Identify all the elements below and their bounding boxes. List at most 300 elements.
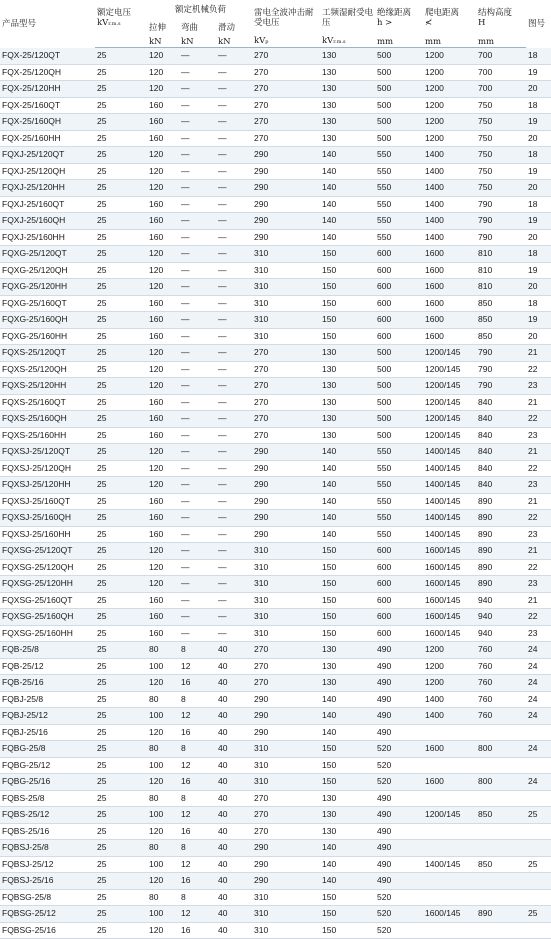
sliding-unit: kN xyxy=(216,36,252,48)
cell-voltage: 25 xyxy=(95,741,147,758)
cell-bending: — xyxy=(179,279,216,296)
cell-tension: 120 xyxy=(147,180,179,197)
cell-insulation: 600 xyxy=(375,592,423,609)
cell-height: 790 xyxy=(476,196,526,213)
cell-creepage: 1600/145 xyxy=(423,906,476,923)
cell-impulse: 270 xyxy=(252,81,320,98)
cell-height: 810 xyxy=(476,279,526,296)
cell-tension: 120 xyxy=(147,460,179,477)
cell-creepage xyxy=(423,790,476,807)
table-row xyxy=(0,295,551,312)
cell-sliding: — xyxy=(216,130,252,147)
cell-sliding: — xyxy=(216,559,252,576)
cell-sliding: 40 xyxy=(216,741,252,758)
table-row xyxy=(0,477,551,494)
cell-product: FQXSG-25/160HH xyxy=(0,625,95,642)
cell-voltage: 25 xyxy=(95,922,147,939)
cell-insulation: 600 xyxy=(375,543,423,560)
cell-tension: 120 xyxy=(147,246,179,263)
cell-bending: — xyxy=(179,262,216,279)
cell-tension: 120 xyxy=(147,675,179,692)
cell-height: 840 xyxy=(476,394,526,411)
table-row xyxy=(0,625,551,642)
table-row xyxy=(0,823,551,840)
cell-product: FQBSJ-25/16 xyxy=(0,873,95,890)
table-row xyxy=(0,378,551,395)
cell-sliding: 40 xyxy=(216,757,252,774)
cell-height: 890 xyxy=(476,543,526,560)
cell-sliding: — xyxy=(216,427,252,444)
cell-figure: 18 xyxy=(526,147,551,164)
cell-height: 760 xyxy=(476,675,526,692)
table-row xyxy=(0,114,551,131)
cell-creepage: 1400 xyxy=(423,691,476,708)
cell-impulse: 290 xyxy=(252,196,320,213)
cell-power-freq: 140 xyxy=(320,691,375,708)
cell-figure: 21 xyxy=(526,493,551,510)
cell-bending: — xyxy=(179,477,216,494)
cell-height xyxy=(476,840,526,857)
cell-voltage: 25 xyxy=(95,229,147,246)
cell-insulation: 550 xyxy=(375,477,423,494)
cell-sliding: — xyxy=(216,147,252,164)
col-creepage: 爬电距离 ≮ xyxy=(425,8,460,28)
cell-tension: 120 xyxy=(147,823,179,840)
cell-product: FQBJ-25/16 xyxy=(0,724,95,741)
cell-height: 750 xyxy=(476,130,526,147)
cell-tension: 120 xyxy=(147,543,179,560)
cell-power-freq: 130 xyxy=(320,411,375,428)
cell-product: FQBG-25/16 xyxy=(0,774,95,791)
table-row xyxy=(0,592,551,609)
cell-creepage: 1600 xyxy=(423,246,476,263)
cell-voltage: 25 xyxy=(95,345,147,362)
cell-height: 750 xyxy=(476,97,526,114)
cell-figure xyxy=(526,724,551,741)
cell-figure: 22 xyxy=(526,411,551,428)
cell-creepage: 1400 xyxy=(423,163,476,180)
cell-bending: — xyxy=(179,526,216,543)
cell-product: FQXG-25/120QT xyxy=(0,246,95,263)
cell-sliding: — xyxy=(216,48,252,65)
cell-power-freq: 150 xyxy=(320,741,375,758)
cell-power-freq: 150 xyxy=(320,625,375,642)
cell-creepage: 1600 xyxy=(423,741,476,758)
cell-insulation: 490 xyxy=(375,658,423,675)
cell-bending: 12 xyxy=(179,708,216,725)
cell-tension: 160 xyxy=(147,196,179,213)
cell-tension: 160 xyxy=(147,526,179,543)
bending-unit: kN xyxy=(179,36,216,48)
cell-insulation: 550 xyxy=(375,460,423,477)
cell-tension: 160 xyxy=(147,592,179,609)
power-freq-unit: kVr.m.s xyxy=(320,36,375,48)
cell-product: FQBSG-25/12 xyxy=(0,906,95,923)
cell-bending: — xyxy=(179,427,216,444)
cell-product: FQXS-25/120HH xyxy=(0,378,95,395)
table-row xyxy=(0,180,551,197)
insulation-unit: mm xyxy=(375,36,423,48)
cell-voltage: 25 xyxy=(95,642,147,659)
table-row xyxy=(0,345,551,362)
cell-insulation: 550 xyxy=(375,180,423,197)
table-row xyxy=(0,312,551,329)
table-row xyxy=(0,790,551,807)
cell-power-freq: 130 xyxy=(320,361,375,378)
table-row xyxy=(0,658,551,675)
cell-creepage: 1200/145 xyxy=(423,411,476,428)
cell-product: FQXS-25/160QH xyxy=(0,411,95,428)
cell-creepage: 1600 xyxy=(423,774,476,791)
cell-creepage: 1400 xyxy=(423,180,476,197)
table-row xyxy=(0,81,551,98)
cell-tension: 160 xyxy=(147,213,179,230)
cell-insulation: 600 xyxy=(375,576,423,593)
cell-creepage: 1200 xyxy=(423,642,476,659)
cell-product: FQXSJ-25/120HH xyxy=(0,477,95,494)
cell-height: 940 xyxy=(476,609,526,626)
cell-power-freq: 130 xyxy=(320,823,375,840)
cell-sliding: — xyxy=(216,163,252,180)
cell-sliding: — xyxy=(216,295,252,312)
cell-product: FQXS-25/120QH xyxy=(0,361,95,378)
cell-bending: — xyxy=(179,312,216,329)
cell-impulse: 290 xyxy=(252,147,320,164)
cell-figure: 22 xyxy=(526,609,551,626)
cell-power-freq: 150 xyxy=(320,889,375,906)
cell-product: FQX-25/120QH xyxy=(0,64,95,81)
cell-product: FQX-25/160QT xyxy=(0,97,95,114)
cell-figure: 23 xyxy=(526,427,551,444)
cell-power-freq: 130 xyxy=(320,64,375,81)
cell-figure: 22 xyxy=(526,361,551,378)
cell-insulation: 550 xyxy=(375,510,423,527)
cell-height: 850 xyxy=(476,295,526,312)
cell-creepage: 1200 xyxy=(423,130,476,147)
cell-sliding: 40 xyxy=(216,708,252,725)
cell-tension: 80 xyxy=(147,691,179,708)
cell-voltage: 25 xyxy=(95,592,147,609)
table-row xyxy=(0,807,551,824)
cell-height: 750 xyxy=(476,180,526,197)
table-row xyxy=(0,262,551,279)
cell-height xyxy=(476,790,526,807)
cell-height: 940 xyxy=(476,625,526,642)
cell-height: 760 xyxy=(476,642,526,659)
cell-product: FQB-25/16 xyxy=(0,675,95,692)
cell-insulation: 490 xyxy=(375,840,423,857)
cell-power-freq: 150 xyxy=(320,922,375,939)
cell-product: FQXS-25/160HH xyxy=(0,427,95,444)
cell-insulation: 500 xyxy=(375,361,423,378)
cell-product: FQX-25/160HH xyxy=(0,130,95,147)
cell-creepage xyxy=(423,873,476,890)
cell-impulse: 290 xyxy=(252,163,320,180)
cell-voltage: 25 xyxy=(95,543,147,560)
cell-voltage: 25 xyxy=(95,147,147,164)
cell-bending: — xyxy=(179,411,216,428)
cell-power-freq: 150 xyxy=(320,559,375,576)
cell-figure: 20 xyxy=(526,130,551,147)
table-row xyxy=(0,279,551,296)
col-sliding: 滑动 xyxy=(218,23,236,33)
cell-insulation: 600 xyxy=(375,312,423,329)
cell-impulse: 310 xyxy=(252,922,320,939)
cell-bending: — xyxy=(179,345,216,362)
cell-figure: 19 xyxy=(526,213,551,230)
cell-bending: — xyxy=(179,394,216,411)
cell-height: 890 xyxy=(476,493,526,510)
cell-product: FQXG-25/160QH xyxy=(0,312,95,329)
cell-impulse: 290 xyxy=(252,840,320,857)
cell-height: 750 xyxy=(476,163,526,180)
cell-voltage: 25 xyxy=(95,394,147,411)
cell-height: 840 xyxy=(476,460,526,477)
cell-insulation: 500 xyxy=(375,64,423,81)
cell-impulse: 290 xyxy=(252,460,320,477)
cell-power-freq: 150 xyxy=(320,262,375,279)
cell-figure: 20 xyxy=(526,180,551,197)
cell-voltage: 25 xyxy=(95,411,147,428)
cell-product: FQBS-25/12 xyxy=(0,807,95,824)
cell-bending: 8 xyxy=(179,642,216,659)
cell-product: FQX-25/120HH xyxy=(0,81,95,98)
cell-product: FQXJ-25/160QT xyxy=(0,196,95,213)
cell-bending: — xyxy=(179,163,216,180)
cell-sliding: — xyxy=(216,312,252,329)
cell-bending: 12 xyxy=(179,807,216,824)
cell-tension: 120 xyxy=(147,64,179,81)
cell-height: 700 xyxy=(476,64,526,81)
cell-bending: — xyxy=(179,625,216,642)
cell-power-freq: 150 xyxy=(320,592,375,609)
cell-bending: — xyxy=(179,295,216,312)
cell-height: 890 xyxy=(476,906,526,923)
cell-sliding: — xyxy=(216,411,252,428)
table-row xyxy=(0,576,551,593)
cell-product: FQXG-25/120QH xyxy=(0,262,95,279)
cell-product: FQXJ-25/120QT xyxy=(0,147,95,164)
cell-creepage: 1200/145 xyxy=(423,807,476,824)
cell-voltage: 25 xyxy=(95,262,147,279)
cell-insulation: 500 xyxy=(375,394,423,411)
table-row xyxy=(0,741,551,758)
table-row xyxy=(0,642,551,659)
cell-voltage: 25 xyxy=(95,163,147,180)
cell-sliding: — xyxy=(216,114,252,131)
cell-figure: 24 xyxy=(526,658,551,675)
cell-height: 890 xyxy=(476,559,526,576)
cell-bending: 12 xyxy=(179,658,216,675)
table-row xyxy=(0,229,551,246)
cell-impulse: 310 xyxy=(252,295,320,312)
cell-voltage: 25 xyxy=(95,279,147,296)
cell-voltage: 25 xyxy=(95,460,147,477)
cell-bending: — xyxy=(179,229,216,246)
cell-power-freq: 130 xyxy=(320,345,375,362)
cell-impulse: 310 xyxy=(252,889,320,906)
cell-power-freq: 130 xyxy=(320,675,375,692)
cell-tension: 160 xyxy=(147,411,179,428)
cell-figure: 24 xyxy=(526,741,551,758)
cell-power-freq: 130 xyxy=(320,658,375,675)
cell-tension: 120 xyxy=(147,279,179,296)
col-tension: 拉伸 xyxy=(149,23,167,33)
cell-insulation: 550 xyxy=(375,213,423,230)
cell-impulse: 310 xyxy=(252,757,320,774)
cell-impulse: 270 xyxy=(252,823,320,840)
cell-impulse: 310 xyxy=(252,592,320,609)
cell-figure: 24 xyxy=(526,642,551,659)
cell-figure: 21 xyxy=(526,543,551,560)
cell-figure: 19 xyxy=(526,114,551,131)
creepage-unit: mm xyxy=(423,36,476,48)
cell-figure: 20 xyxy=(526,229,551,246)
cell-voltage: 25 xyxy=(95,295,147,312)
cell-product: FQX-25/160QH xyxy=(0,114,95,131)
cell-sliding: 40 xyxy=(216,724,252,741)
cell-voltage: 25 xyxy=(95,724,147,741)
cell-impulse: 270 xyxy=(252,807,320,824)
cell-creepage xyxy=(423,840,476,857)
cell-impulse: 270 xyxy=(252,114,320,131)
cell-height: 750 xyxy=(476,147,526,164)
cell-tension: 120 xyxy=(147,873,179,890)
cell-bending: — xyxy=(179,81,216,98)
cell-impulse: 270 xyxy=(252,130,320,147)
cell-sliding: — xyxy=(216,592,252,609)
cell-sliding: 40 xyxy=(216,774,252,791)
table-row xyxy=(0,526,551,543)
cell-product: FQXSJ-25/160HH xyxy=(0,526,95,543)
cell-insulation: 500 xyxy=(375,130,423,147)
table-row xyxy=(0,444,551,461)
cell-insulation: 520 xyxy=(375,774,423,791)
cell-creepage: 1400/145 xyxy=(423,477,476,494)
cell-voltage: 25 xyxy=(95,64,147,81)
cell-product: FQXSG-25/160QT xyxy=(0,592,95,609)
cell-height: 840 xyxy=(476,444,526,461)
cell-power-freq: 140 xyxy=(320,147,375,164)
cell-tension: 120 xyxy=(147,774,179,791)
cell-power-freq: 130 xyxy=(320,48,375,65)
cell-height xyxy=(476,823,526,840)
cell-impulse: 290 xyxy=(252,510,320,527)
cell-height: 800 xyxy=(476,741,526,758)
cell-tension: 160 xyxy=(147,625,179,642)
cell-tension: 120 xyxy=(147,378,179,395)
table-row xyxy=(0,394,551,411)
cell-figure: 22 xyxy=(526,559,551,576)
cell-bending: — xyxy=(179,64,216,81)
cell-insulation: 520 xyxy=(375,922,423,939)
cell-power-freq: 140 xyxy=(320,229,375,246)
cell-impulse: 290 xyxy=(252,708,320,725)
cell-product: FQXSG-25/160QH xyxy=(0,609,95,626)
cell-insulation: 550 xyxy=(375,196,423,213)
cell-insulation: 490 xyxy=(375,807,423,824)
cell-sliding: 40 xyxy=(216,823,252,840)
cell-voltage: 25 xyxy=(95,708,147,725)
cell-bending: — xyxy=(179,510,216,527)
cell-height: 790 xyxy=(476,378,526,395)
cell-bending: 16 xyxy=(179,774,216,791)
cell-sliding: 40 xyxy=(216,840,252,857)
cell-height: 840 xyxy=(476,477,526,494)
cell-creepage: 1200/145 xyxy=(423,345,476,362)
table-row xyxy=(0,130,551,147)
table-row xyxy=(0,493,551,510)
cell-bending: — xyxy=(179,559,216,576)
cell-creepage: 1200/145 xyxy=(423,394,476,411)
cell-bending: 16 xyxy=(179,675,216,692)
cell-voltage: 25 xyxy=(95,196,147,213)
cell-product: FQXG-25/160QT xyxy=(0,295,95,312)
cell-creepage: 1200/145 xyxy=(423,427,476,444)
cell-impulse: 290 xyxy=(252,724,320,741)
table-row xyxy=(0,840,551,857)
table-row xyxy=(0,196,551,213)
cell-figure: 23 xyxy=(526,625,551,642)
cell-product: FQXJ-25/160HH xyxy=(0,229,95,246)
cell-sliding: 40 xyxy=(216,922,252,939)
cell-height: 790 xyxy=(476,361,526,378)
cell-product: FQBSJ-25/12 xyxy=(0,856,95,873)
table-row xyxy=(0,559,551,576)
cell-creepage: 1600 xyxy=(423,328,476,345)
table-row xyxy=(0,889,551,906)
cell-power-freq: 140 xyxy=(320,856,375,873)
cell-figure: 25 xyxy=(526,856,551,873)
cell-product: FQB-25/12 xyxy=(0,658,95,675)
table-row xyxy=(0,543,551,560)
cell-height: 790 xyxy=(476,213,526,230)
cell-product: FQXSG-25/120QT xyxy=(0,543,95,560)
cell-creepage xyxy=(423,922,476,939)
cell-figure: 22 xyxy=(526,460,551,477)
cell-figure: 21 xyxy=(526,444,551,461)
cell-product: FQBJ-25/12 xyxy=(0,708,95,725)
cell-voltage: 25 xyxy=(95,559,147,576)
cell-impulse: 270 xyxy=(252,48,320,65)
cell-insulation: 520 xyxy=(375,906,423,923)
table-row xyxy=(0,708,551,725)
cell-voltage: 25 xyxy=(95,889,147,906)
cell-figure: 22 xyxy=(526,510,551,527)
table-row xyxy=(0,724,551,741)
cell-bending: 8 xyxy=(179,889,216,906)
cell-power-freq: 140 xyxy=(320,163,375,180)
cell-sliding: — xyxy=(216,609,252,626)
cell-impulse: 310 xyxy=(252,312,320,329)
cell-power-freq: 150 xyxy=(320,576,375,593)
cell-tension: 160 xyxy=(147,97,179,114)
cell-height: 810 xyxy=(476,246,526,263)
cell-figure: 21 xyxy=(526,345,551,362)
cell-voltage: 25 xyxy=(95,213,147,230)
table-row xyxy=(0,675,551,692)
table-row xyxy=(0,922,551,939)
col-height: 结构高度 H xyxy=(478,8,513,28)
table-row xyxy=(0,906,551,923)
cell-impulse: 270 xyxy=(252,675,320,692)
cell-impulse: 270 xyxy=(252,394,320,411)
cell-sliding: — xyxy=(216,279,252,296)
cell-impulse: 310 xyxy=(252,625,320,642)
cell-power-freq: 130 xyxy=(320,97,375,114)
cell-power-freq: 130 xyxy=(320,81,375,98)
cell-height: 840 xyxy=(476,427,526,444)
